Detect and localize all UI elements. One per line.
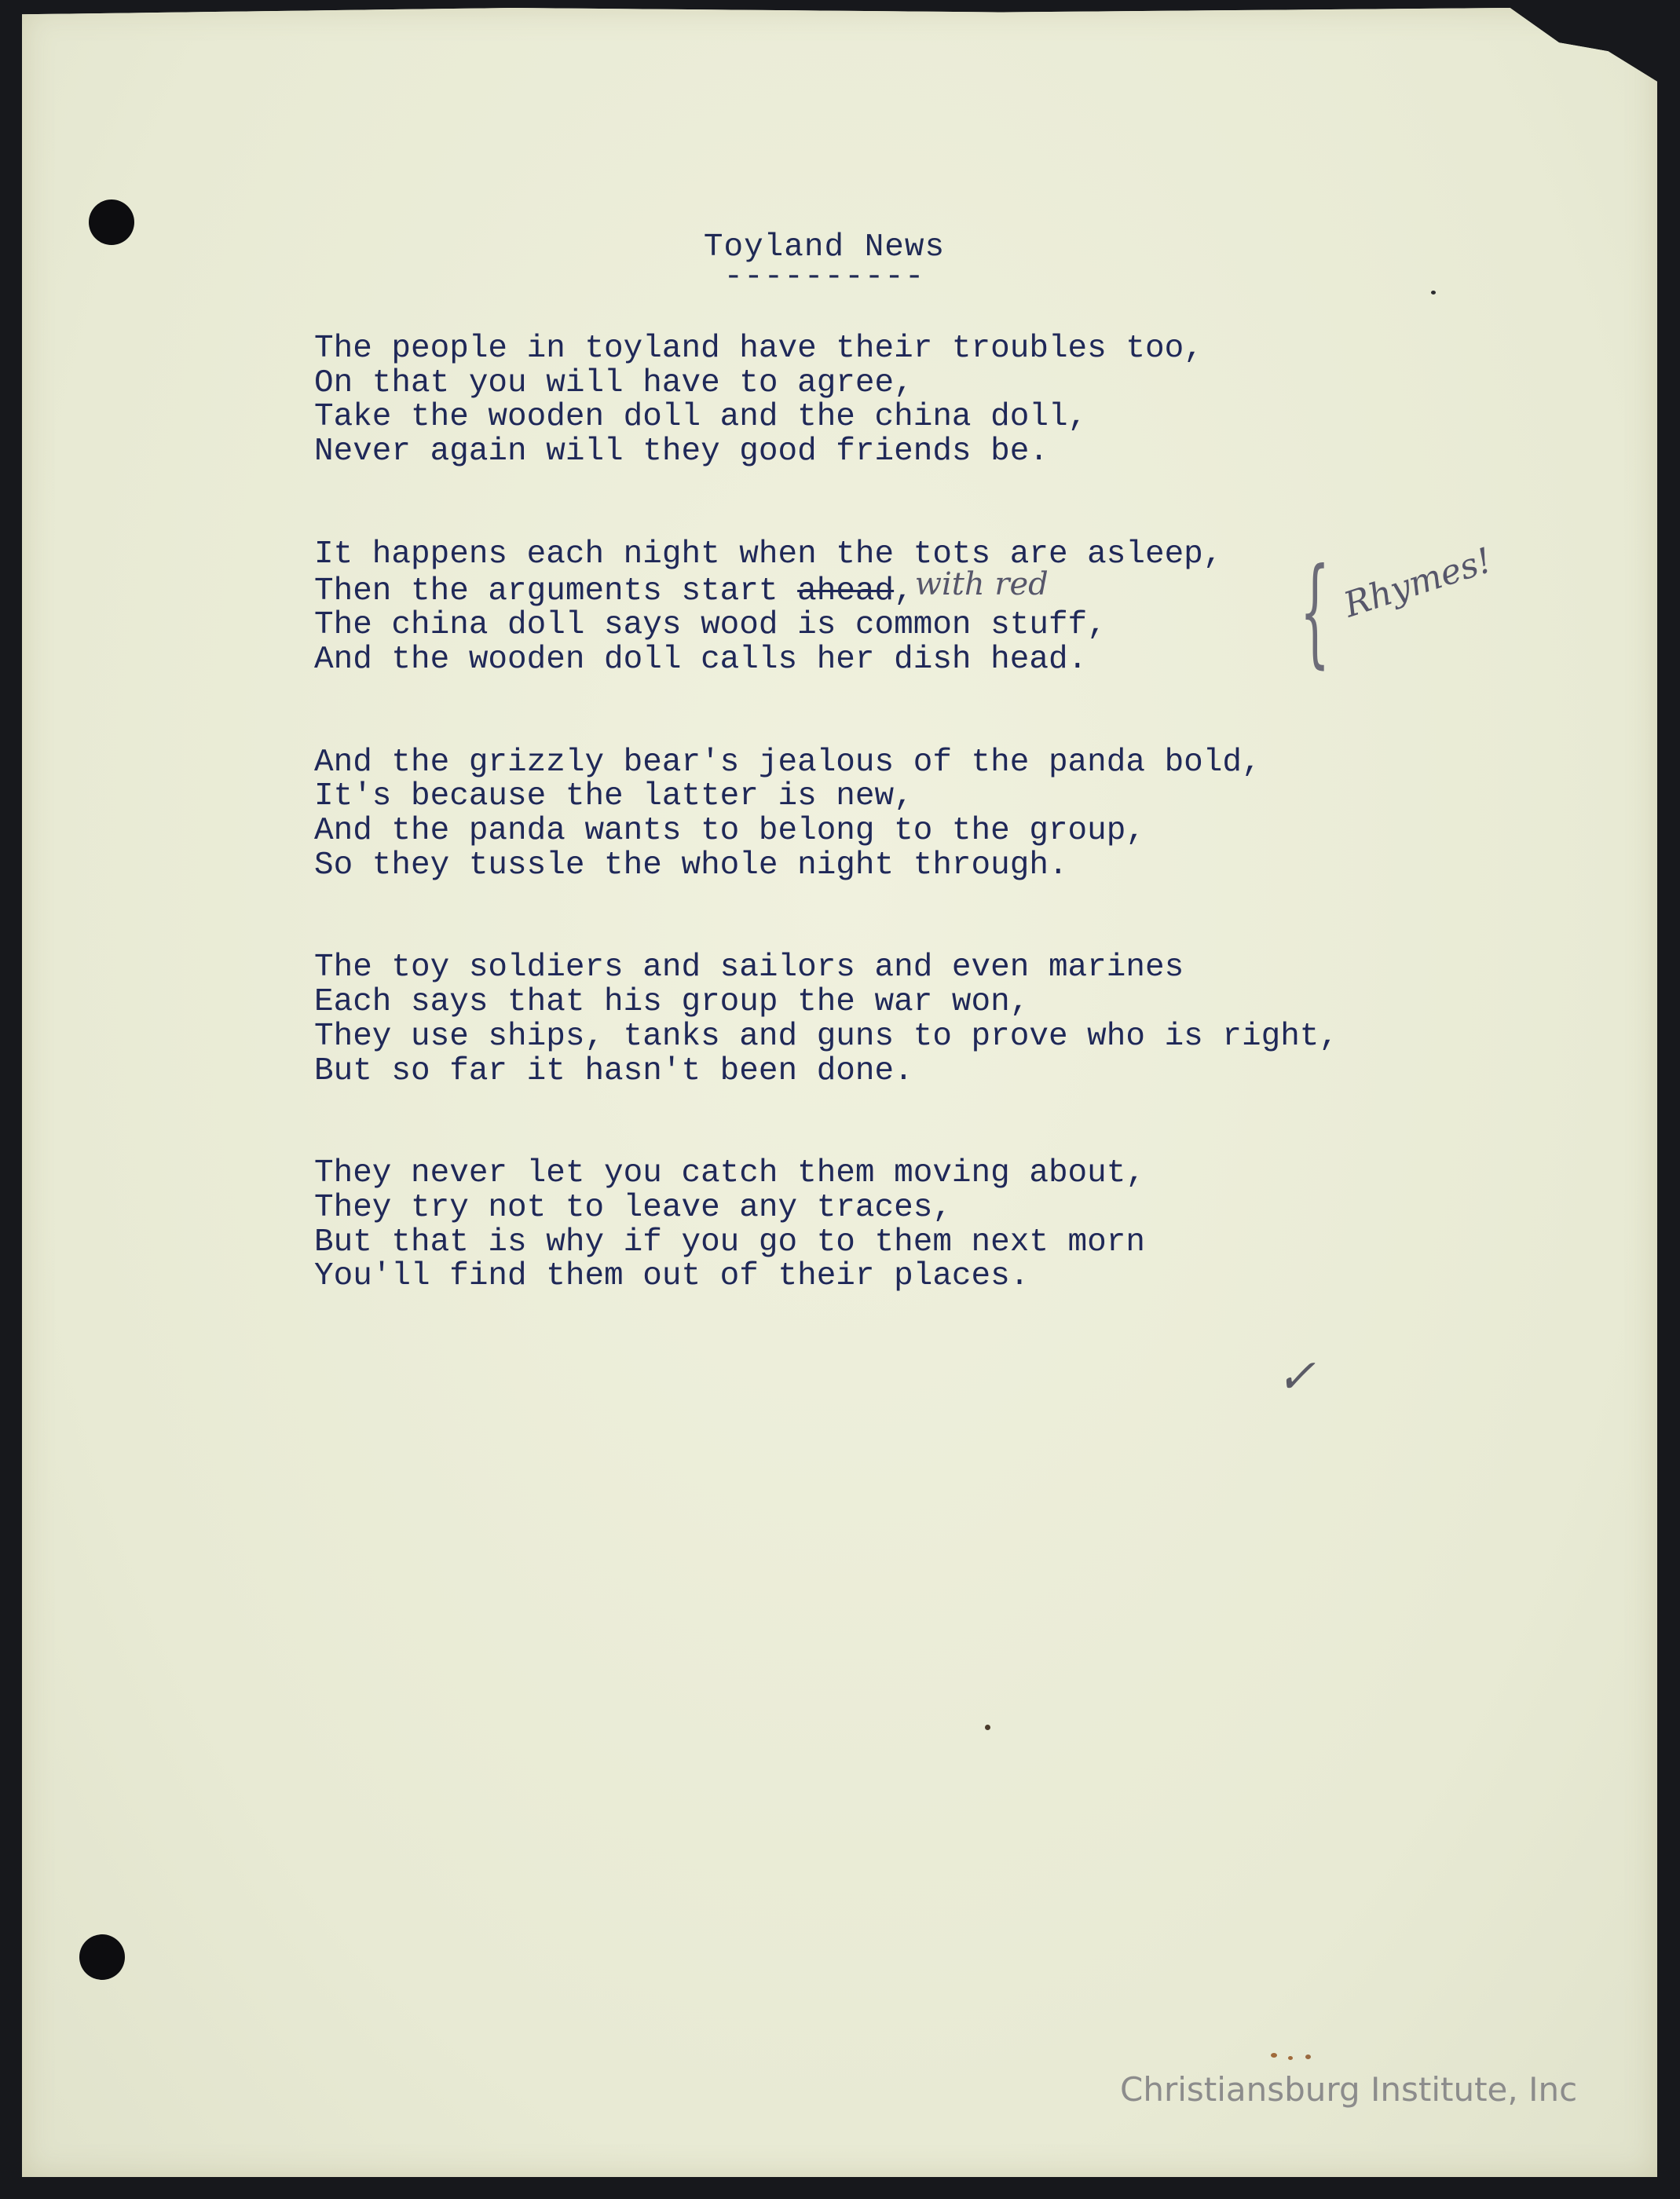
comma-after-strike: , <box>894 573 913 609</box>
document-title: Toyland News <box>703 229 946 265</box>
stanza-5 <box>314 1157 1338 1294</box>
paper-speck <box>1305 2054 1311 2059</box>
paper-speck <box>1288 2056 1293 2060</box>
stanza-2 <box>314 538 1338 678</box>
poem-line: The people in toyland have their troubles too, <box>314 331 1203 367</box>
poem-line-start: Then the arguments start <box>314 573 798 609</box>
check-mark-icon: ✓ <box>1276 1349 1316 1404</box>
paper-speck <box>1431 291 1436 295</box>
poem-line: The china doll says wood is common stuff, <box>314 607 1107 644</box>
poem-line-with-edit <box>314 565 1338 609</box>
struck-word: ahead <box>797 573 895 609</box>
poem-line: And the wooden doll calls her dish head. <box>314 641 1088 678</box>
punch-hole-bottom <box>79 1934 125 1980</box>
stanza-1 <box>314 332 1338 470</box>
poem-line: They use ships, tanks and guns to prove who is right, <box>314 1018 1339 1055</box>
poem-line: But so far it hasn't been done. <box>314 1052 913 1089</box>
margin-note-rhymes: Rhymes! <box>1339 540 1497 626</box>
stanza-4 <box>314 951 1338 1089</box>
poem-line: Each says that his group the war won, <box>314 984 1030 1021</box>
poem-line: They try not to leave any traces, <box>314 1189 952 1226</box>
poem-line: You'll find them out of their places. <box>314 1258 1030 1295</box>
title-block <box>0 229 1680 295</box>
stanza-3 <box>314 746 1338 884</box>
poem-line: It happens each night when the tots are asleep, <box>314 536 1223 573</box>
poem-line: It's because the latter is new, <box>314 778 913 815</box>
handwritten-insert: with red <box>914 565 1049 602</box>
paper-speck <box>1271 2053 1277 2058</box>
poem-line: The toy soldiers and sailors and even marines <box>314 949 1184 986</box>
poem-body <box>314 332 1338 1363</box>
poem-line: So they tussle the whole night through. <box>314 847 1068 884</box>
title-underline: ---------- <box>723 259 925 295</box>
watermark: Christiansburg Institute, Inc <box>1120 2070 1578 2109</box>
poem-line: And the panda wants to belong to the group, <box>314 813 1145 850</box>
poem-line: But that is why if you go to them next morn <box>314 1224 1145 1260</box>
poem-line: On that you will have to agree, <box>314 364 913 401</box>
poem-line: Never again will they good friends be. <box>314 434 1049 470</box>
poem-line: And the grizzly bear's jealous of the panda bold, <box>314 744 1261 781</box>
poem-line: They never let you catch them moving about, <box>314 1155 1145 1192</box>
margin-brace: { <box>1300 543 1330 680</box>
paper-speck <box>985 1725 990 1730</box>
poem-line: Take the wooden doll and the china doll, <box>314 399 1088 436</box>
